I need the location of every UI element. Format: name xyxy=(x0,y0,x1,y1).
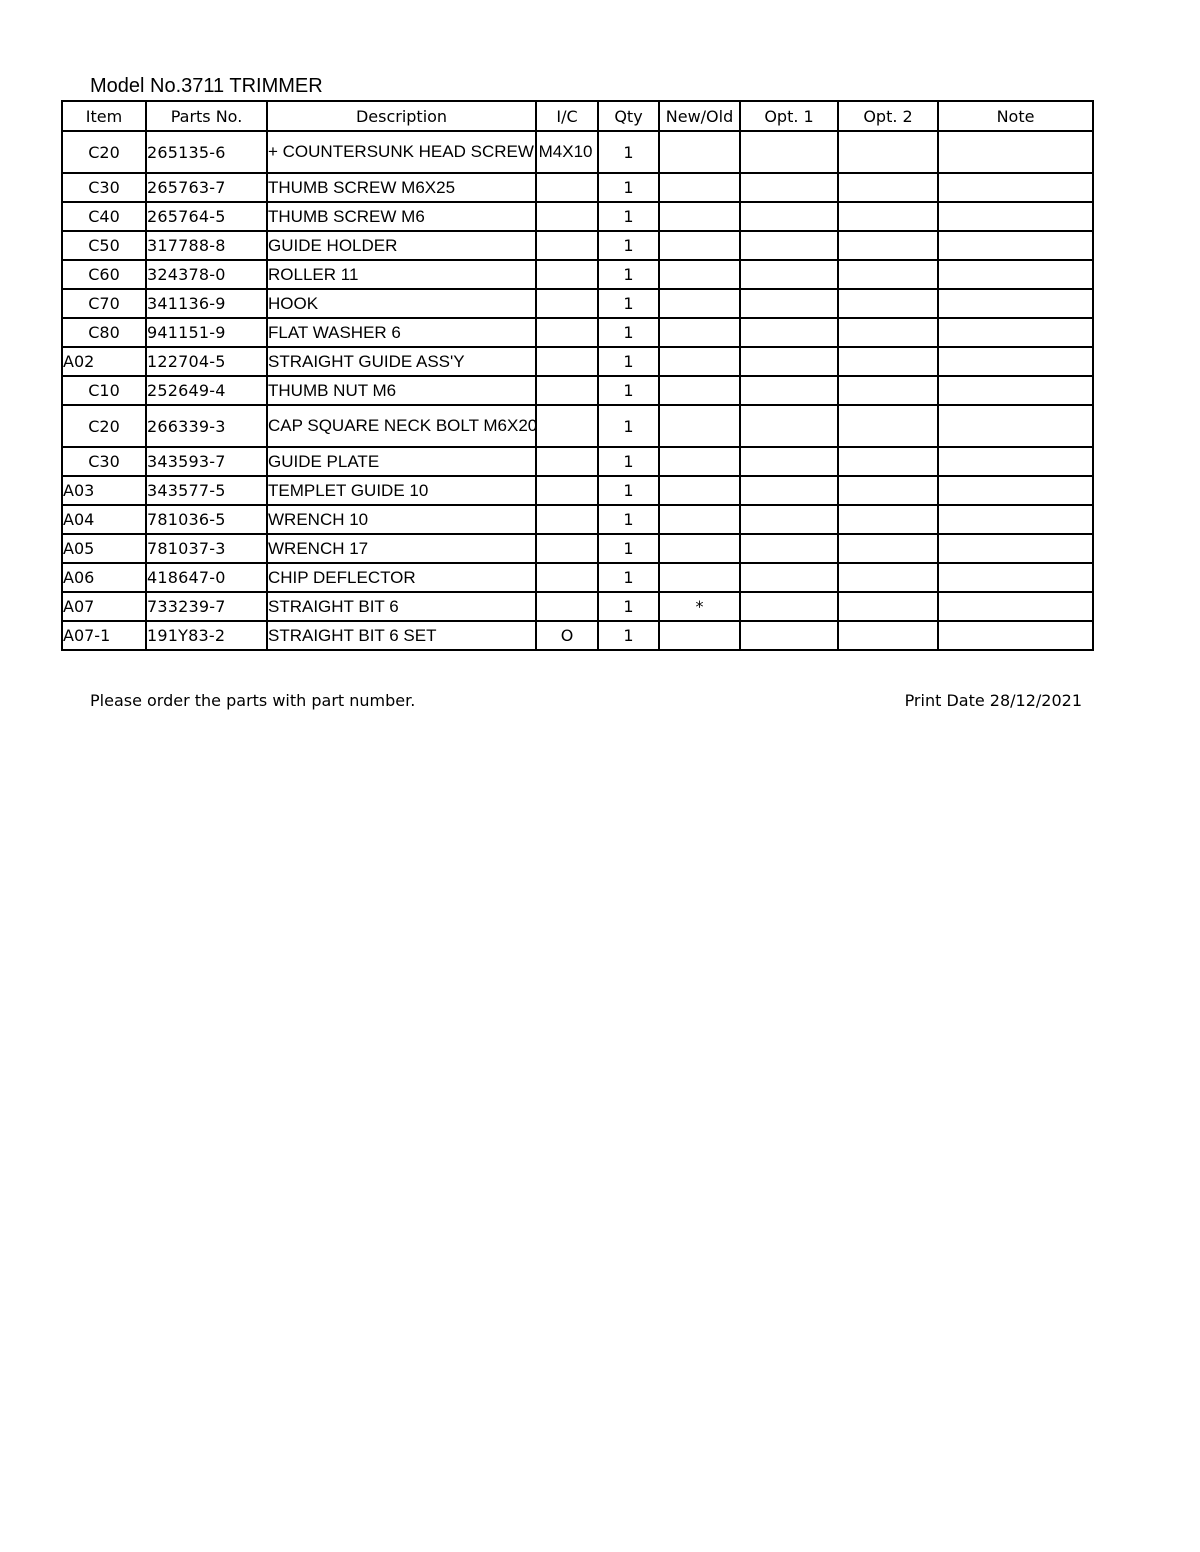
cell-parts-no: 266339-3 xyxy=(146,405,267,447)
cell-opt1 xyxy=(740,376,838,405)
cell-qty: 1 xyxy=(598,505,659,534)
cell-parts-no: 781037-3 xyxy=(146,534,267,563)
cell-opt1 xyxy=(740,173,838,202)
cell-parts-no: 733239-7 xyxy=(146,592,267,621)
table-row xyxy=(62,289,1093,318)
table-row xyxy=(62,173,1093,202)
cell-note xyxy=(938,405,1093,447)
cell-opt1 xyxy=(740,534,838,563)
cell-item: C80 xyxy=(62,318,146,347)
cell-opt2 xyxy=(838,231,938,260)
cell-ic xyxy=(536,318,598,347)
cell-parts-no: 781036-5 xyxy=(146,505,267,534)
cell-parts-no: 324378-0 xyxy=(146,260,267,289)
table-row xyxy=(62,621,1093,650)
cell-new-old xyxy=(659,318,740,347)
table-row xyxy=(62,405,1093,447)
order-instruction: Please order the parts with part number. xyxy=(90,691,416,710)
cell-item: C30 xyxy=(62,173,146,202)
cell-qty: 1 xyxy=(598,260,659,289)
cell-item: C40 xyxy=(62,202,146,231)
cell-opt2 xyxy=(838,563,938,592)
parts-table xyxy=(61,100,1094,651)
cell-parts-no: 343577-5 xyxy=(146,476,267,505)
cell-opt2 xyxy=(838,592,938,621)
cell-new-old xyxy=(659,347,740,376)
cell-item: A04 xyxy=(62,505,146,534)
cell-new-old xyxy=(659,260,740,289)
cell-opt1 xyxy=(740,260,838,289)
cell-item: A07 xyxy=(62,592,146,621)
cell-note xyxy=(938,202,1093,231)
cell-qty: 1 xyxy=(598,202,659,231)
cell-qty: 1 xyxy=(598,231,659,260)
cell-new-old xyxy=(659,231,740,260)
cell-opt2 xyxy=(838,534,938,563)
cell-ic xyxy=(536,505,598,534)
cell-item: A03 xyxy=(62,476,146,505)
cell-item: C20 xyxy=(62,405,146,447)
cell-note xyxy=(938,563,1093,592)
cell-note xyxy=(938,376,1093,405)
cell-description: FLAT WASHER 6 xyxy=(267,318,536,347)
cell-new-old xyxy=(659,405,740,447)
cell-ic xyxy=(536,592,598,621)
column-header-ic: I/C xyxy=(536,101,598,131)
cell-qty: 1 xyxy=(598,563,659,592)
table-row xyxy=(62,131,1093,173)
cell-new-old: * xyxy=(659,592,740,621)
cell-opt2 xyxy=(838,476,938,505)
cell-item: A07-1 xyxy=(62,621,146,650)
cell-new-old xyxy=(659,289,740,318)
cell-item: A05 xyxy=(62,534,146,563)
cell-ic xyxy=(536,347,598,376)
column-header-opt1: Opt. 1 xyxy=(740,101,838,131)
table-row xyxy=(62,376,1093,405)
cell-note xyxy=(938,289,1093,318)
cell-ic xyxy=(536,476,598,505)
table-row xyxy=(62,476,1093,505)
cell-item: C10 xyxy=(62,376,146,405)
cell-parts-no: 941151-9 xyxy=(146,318,267,347)
cell-qty: 1 xyxy=(598,447,659,476)
cell-parts-no: 341136-9 xyxy=(146,289,267,318)
cell-qty: 1 xyxy=(598,621,659,650)
table-row xyxy=(62,505,1093,534)
cell-item: A06 xyxy=(62,563,146,592)
column-header-item: Item xyxy=(62,101,146,131)
column-header-opt2: Opt. 2 xyxy=(838,101,938,131)
cell-opt1 xyxy=(740,289,838,318)
cell-opt2 xyxy=(838,347,938,376)
cell-description: STRAIGHT BIT 6 xyxy=(267,592,536,621)
cell-note xyxy=(938,347,1093,376)
cell-note xyxy=(938,231,1093,260)
parts-table-body xyxy=(62,131,1093,650)
cell-item: C20 xyxy=(62,131,146,173)
cell-opt2 xyxy=(838,505,938,534)
cell-opt1 xyxy=(740,505,838,534)
cell-item: C60 xyxy=(62,260,146,289)
column-header-note: Note xyxy=(938,101,1093,131)
cell-new-old xyxy=(659,621,740,650)
cell-qty: 1 xyxy=(598,289,659,318)
cell-ic xyxy=(536,534,598,563)
table-row xyxy=(62,563,1093,592)
cell-ic xyxy=(536,376,598,405)
table-row xyxy=(62,231,1093,260)
cell-opt1 xyxy=(740,592,838,621)
cell-description: CHIP DEFLECTOR xyxy=(267,563,536,592)
cell-opt1 xyxy=(740,318,838,347)
cell-note xyxy=(938,173,1093,202)
table-row xyxy=(62,318,1093,347)
cell-opt1 xyxy=(740,563,838,592)
cell-description: TEMPLET GUIDE 10 xyxy=(267,476,536,505)
cell-qty: 1 xyxy=(598,476,659,505)
table-row xyxy=(62,202,1093,231)
cell-description: + COUNTERSUNK HEAD SCREW M4X10 xyxy=(267,131,536,173)
cell-new-old xyxy=(659,376,740,405)
print-date: Print Date 28/12/2021 xyxy=(904,691,1082,710)
column-header-description: Description xyxy=(267,101,536,131)
table-row xyxy=(62,534,1093,563)
cell-new-old xyxy=(659,505,740,534)
cell-qty: 1 xyxy=(598,592,659,621)
cell-opt2 xyxy=(838,260,938,289)
cell-ic xyxy=(536,202,598,231)
cell-parts-no: 265763-7 xyxy=(146,173,267,202)
cell-opt1 xyxy=(740,476,838,505)
cell-ic xyxy=(536,260,598,289)
cell-note xyxy=(938,505,1093,534)
cell-opt1 xyxy=(740,131,838,173)
table-row xyxy=(62,447,1093,476)
cell-description: GUIDE HOLDER xyxy=(267,231,536,260)
cell-ic xyxy=(536,173,598,202)
cell-opt1 xyxy=(740,447,838,476)
cell-qty: 1 xyxy=(598,405,659,447)
cell-opt2 xyxy=(838,173,938,202)
cell-opt2 xyxy=(838,131,938,173)
cell-new-old xyxy=(659,447,740,476)
column-header-parts-no: Parts No. xyxy=(146,101,267,131)
cell-ic xyxy=(536,563,598,592)
cell-description: CAP SQUARE NECK BOLT M6X20 xyxy=(267,405,536,447)
cell-parts-no: 343593-7 xyxy=(146,447,267,476)
cell-ic xyxy=(536,405,598,447)
cell-item: C70 xyxy=(62,289,146,318)
cell-note xyxy=(938,447,1093,476)
cell-note xyxy=(938,476,1093,505)
cell-opt1 xyxy=(740,347,838,376)
cell-description: HOOK xyxy=(267,289,536,318)
cell-note xyxy=(938,260,1093,289)
column-header-qty: Qty xyxy=(598,101,659,131)
cell-opt2 xyxy=(838,621,938,650)
table-row xyxy=(62,347,1093,376)
cell-item: A02 xyxy=(62,347,146,376)
cell-parts-no: 418647-0 xyxy=(146,563,267,592)
cell-description: GUIDE PLATE xyxy=(267,447,536,476)
cell-opt1 xyxy=(740,621,838,650)
cell-new-old xyxy=(659,202,740,231)
table-header-row xyxy=(62,101,1093,131)
cell-note xyxy=(938,534,1093,563)
cell-opt1 xyxy=(740,231,838,260)
table-row xyxy=(62,260,1093,289)
cell-ic xyxy=(536,447,598,476)
cell-new-old xyxy=(659,534,740,563)
cell-note xyxy=(938,592,1093,621)
cell-description: ROLLER 11 xyxy=(267,260,536,289)
cell-qty: 1 xyxy=(598,534,659,563)
table-row xyxy=(62,592,1093,621)
cell-new-old xyxy=(659,563,740,592)
document-title: Model No.3711 TRIMMER xyxy=(90,75,323,97)
cell-parts-no: 122704-5 xyxy=(146,347,267,376)
cell-new-old xyxy=(659,173,740,202)
cell-parts-no: 191Y83-2 xyxy=(146,621,267,650)
cell-opt1 xyxy=(740,405,838,447)
cell-parts-no: 317788-8 xyxy=(146,231,267,260)
cell-item: C30 xyxy=(62,447,146,476)
cell-qty: 1 xyxy=(598,173,659,202)
cell-new-old xyxy=(659,476,740,505)
cell-opt1 xyxy=(740,202,838,231)
cell-opt2 xyxy=(838,318,938,347)
cell-ic: O xyxy=(536,621,598,650)
cell-parts-no: 265764-5 xyxy=(146,202,267,231)
cell-opt2 xyxy=(838,447,938,476)
cell-new-old xyxy=(659,131,740,173)
cell-description: STRAIGHT BIT 6 SET xyxy=(267,621,536,650)
cell-qty: 1 xyxy=(598,376,659,405)
cell-ic xyxy=(536,231,598,260)
cell-opt2 xyxy=(838,289,938,318)
cell-opt2 xyxy=(838,202,938,231)
cell-description: WRENCH 17 xyxy=(267,534,536,563)
cell-qty: 1 xyxy=(598,131,659,173)
cell-note xyxy=(938,131,1093,173)
cell-description: STRAIGHT GUIDE ASS'Y xyxy=(267,347,536,376)
cell-description: THUMB SCREW M6X25 xyxy=(267,173,536,202)
cell-qty: 1 xyxy=(598,347,659,376)
cell-qty: 1 xyxy=(598,318,659,347)
cell-description: THUMB SCREW M6 xyxy=(267,202,536,231)
cell-item: C50 xyxy=(62,231,146,260)
cell-parts-no: 252649-4 xyxy=(146,376,267,405)
cell-description: WRENCH 10 xyxy=(267,505,536,534)
cell-opt2 xyxy=(838,376,938,405)
cell-parts-no: 265135-6 xyxy=(146,131,267,173)
cell-note xyxy=(938,318,1093,347)
cell-opt2 xyxy=(838,405,938,447)
cell-note xyxy=(938,621,1093,650)
column-header-new-old: New/Old xyxy=(659,101,740,131)
cell-description: THUMB NUT M6 xyxy=(267,376,536,405)
cell-ic xyxy=(536,289,598,318)
